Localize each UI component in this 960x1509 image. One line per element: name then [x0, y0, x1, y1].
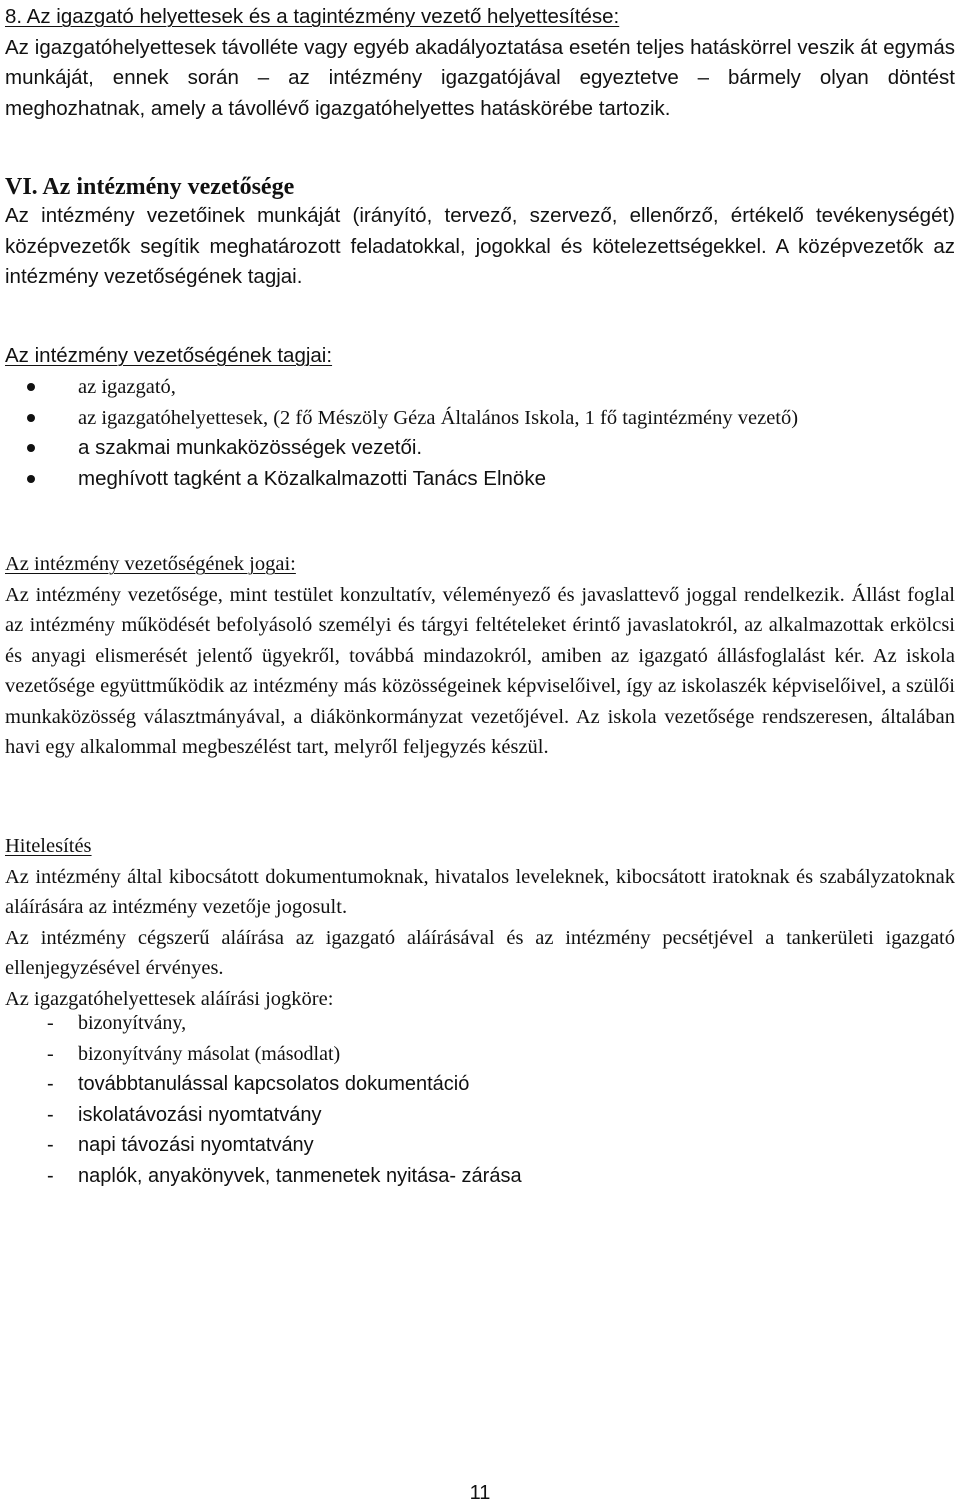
bullet-icon	[27, 444, 35, 452]
section-8-title: 8. Az igazgató helyettesek és a tagintézmény vezető helyettesítése:	[5, 5, 620, 28]
authentication-block	[5, 831, 955, 1014]
members-list	[5, 372, 955, 494]
section-6	[5, 171, 955, 203]
members-title: Az intézmény vezetőségének tagjai:	[5, 344, 333, 367]
section-6-intro: Az intézmény vezetőinek munkáját (irányító, tervező, szervező, ellenőrző, értékelő tevékenységét) középvezetők segítik meghatározott feladatokkal, jogokkal és kötelezettségekkel. A középvezetők az intézmény vezetőségének tagjai.	[5, 204, 955, 288]
section-8-body: Az igazgatóhelyettesek távolléte vagy egyéb akadályoztatása esetén teljes hatáskörrel veszik át egymás munkáját, ennek során – az intézmény igazgatójával egyeztetve – bármely olyan döntést meghozhatnak, amely a távollévő igazgatóhelyettes hatáskörébe tartozik.	[5, 35, 955, 120]
bullet-icon	[27, 383, 35, 391]
section-6-intro-block	[5, 201, 955, 293]
authentication-para-2: Az intézmény cégszerű aláírása az igazgató aláírásával és az intézmény pecsétjével a tankerületi igazgató ellenjegyzésével érvényes.	[5, 926, 955, 979]
authentication-para-1: Az intézmény által kibocsátott dokumentumoknak, hivatalos leveleknek, kibocsátott iratoknak és szabályzatoknak aláírására az intézmény vezetője jogosult.	[5, 865, 955, 918]
bullet-icon	[27, 414, 35, 422]
members-block	[5, 341, 955, 372]
deputy-signature-title: Az igazgatóhelyettesek aláírási jogköre:	[5, 987, 334, 1010]
rights-block	[5, 549, 955, 763]
members-list-block	[5, 372, 955, 494]
rights-title: Az intézmény vezetőségének jogai:	[5, 553, 296, 575]
rights-body: Az intézmény vezetősége, mint testület konzultatív, véleményező és javaslattevő joggal rendelkezik. Állást foglal az intézmény működését befolyásoló személyi és tárgyi feltételeket érintő javaslatokról, az alkalmazottak erkölcsi és anyagi elismerését jelentő ügyekről, továbbá mindazokról, amiben az igazgató állásfoglalást kér. Az iskola vezetősége együttműködik az intézmény más közösségeinek képviselőivel, így az iskolaszék képviselőivel, a szülői munkaközösség választmányával, a diákönkormányzat vezetőjével. Az iskola vezetősége rendszeresen, általában havi egy alkalommal megbeszélést tart, melyről feljegyzés készül.	[5, 583, 955, 758]
deputy-signature-list	[5, 1008, 955, 1191]
list-item: meghívott tagként a Közalkalmazotti Tanács Elnöke	[5, 464, 955, 495]
section-8	[5, 2, 955, 124]
list-item: - napi távozási nyomtatvány	[47, 1134, 314, 1156]
list-item: - bizonyítvány,	[47, 1012, 187, 1034]
list-item: - naplók, anyakönyvek, tanmenetek nyitása- zárása	[47, 1164, 522, 1187]
list-item: az igazgató,	[5, 372, 955, 403]
section-6-heading: VI. Az intézmény vezetősége	[5, 174, 295, 200]
list-item: - iskolatávozási nyomtatvány	[47, 1103, 322, 1126]
list-item: - továbbtanulással kapcsolatos dokumentáció	[47, 1073, 470, 1095]
bullet-icon	[27, 475, 35, 483]
deputy-list-block	[5, 1008, 955, 1191]
authentication-title: Hitelesítés	[5, 835, 92, 857]
list-item: - bizonyítvány másolat (másodlat)	[47, 1042, 341, 1065]
list-item: a szakmai munkaközösségek vezetői.	[5, 433, 955, 464]
page-number: 11	[469, 1482, 491, 1504]
list-item: az igazgatóhelyettesek, (2 fő Mészöly Géza Általános Iskola, 1 fő tagintézmény vezető)	[5, 403, 955, 434]
